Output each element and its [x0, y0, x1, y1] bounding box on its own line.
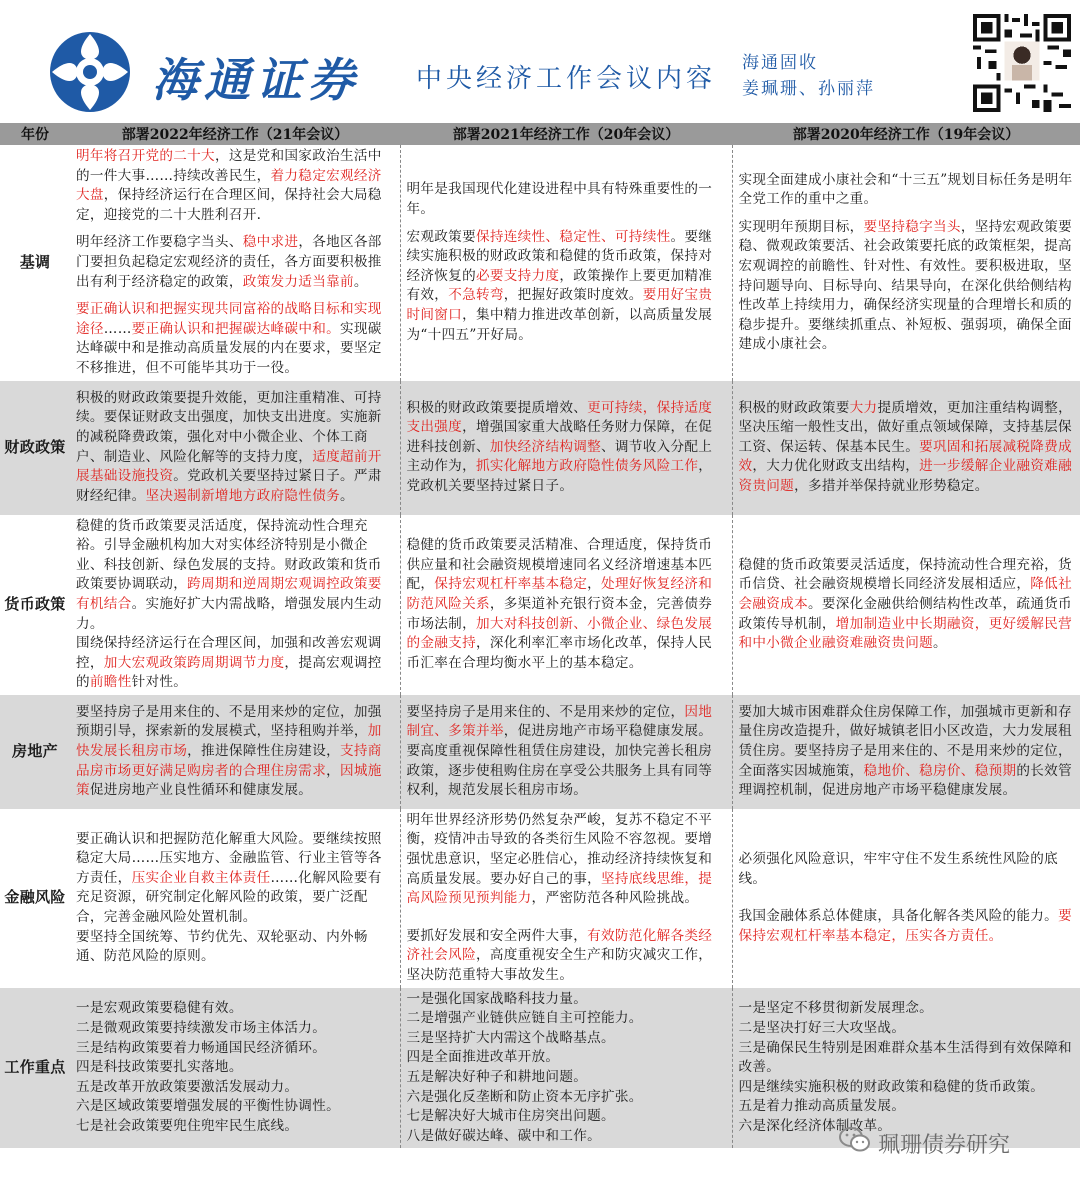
page-title: 中央经济工作会议内容 — [416, 64, 717, 94]
cell-paragraph — [76, 517, 394, 635]
body-text: 。党政机关要坚持过紧日子。严肃财经纪律。 — [76, 468, 382, 504]
table-cell — [400, 809, 732, 988]
highlighted-text: 稳地价、稳房价、稳预期 — [863, 762, 1017, 779]
body-text: 促进房地产业良性循环和健康发展。 — [89, 782, 313, 799]
body-text: 六是强化反垄断和防止资本无序扩张。 — [406, 1088, 643, 1105]
table-cell — [70, 515, 400, 695]
body-text: 五是着力推动高质量发展。 — [738, 1098, 906, 1115]
row-label: 货币政策 — [0, 515, 70, 695]
body-text: 明年是我国现代化建设进程中具有特殊重要性的一年。 — [406, 181, 713, 217]
body-text: 五是改革开放政策要激活发展动力。 — [76, 1078, 299, 1095]
body-text: 。 — [353, 273, 368, 290]
body-text: 我国金融体系总体健康，具备化解各类风险的能力。 — [738, 908, 1059, 925]
highlighted-text: 加大对科技创新、小微企业、绿色发展的金融支持 — [406, 615, 713, 652]
author-names: 姜珮珊、孙丽萍 — [742, 79, 875, 99]
cell-paragraph — [76, 300, 394, 378]
highlighted-text: 要坚持稳字当头 — [863, 218, 961, 235]
table-cell — [732, 695, 1080, 809]
cell-paragraph — [76, 1097, 394, 1117]
cell-paragraph — [739, 1078, 1075, 1098]
cell-paragraph — [76, 147, 394, 225]
body-text: ，政策操作上要更加精准有效， — [406, 267, 713, 304]
body-text: 围绕保持经济运行在合理区间，加强和改善宏观调控， — [76, 635, 382, 671]
body-text: 二是微观政策要持续激发市场主体活力。 — [76, 1020, 327, 1037]
source-label: 珮珊债券研究 — [878, 1133, 1011, 1158]
body-text: …… — [103, 320, 132, 337]
highlighted-text: 因地制宜、多策并举 — [406, 703, 713, 740]
highlighted-text: 更可持续，保持适度支出强度 — [406, 399, 713, 436]
body-text: 七是社会政策要兜住兜牢民生底线。 — [76, 1117, 299, 1134]
table-cell — [732, 809, 1080, 988]
table-cell — [732, 381, 1080, 515]
body-text: 稳健的货币政策要灵活适度，保持流动性合理充裕，货币信贷、社会融资规模增长同经济发展相适应， — [738, 556, 1072, 593]
body-text: 稳健的货币政策要灵活适度，保持流动性合理充裕。引导金融机构加大对实体经济特别是小微企业、科技创新、绿色发展的支持。财政政策和货币政策要协调联动， — [76, 517, 382, 593]
body-text: 。 — [339, 487, 354, 504]
table-cell — [400, 145, 732, 381]
table-row — [0, 145, 1080, 381]
highlighted-text: 要正确认识和把握实现共同富裕的战略目标和实现途径 — [76, 301, 382, 337]
body-text: ，高度重视安全生产和防灾减灾工作，坚决防范重特大事故发生。 — [406, 947, 713, 984]
body-text: 三是坚持扩大内需这个战略基点。 — [406, 1029, 615, 1046]
table-cell — [732, 515, 1080, 695]
body-text: ，保持经济运行在合理区间，保持社会大局稳定，迎接党的二十大胜利召开. — [76, 187, 382, 223]
highlighted-text: 必要支持力度 — [475, 267, 560, 284]
body-text: ， — [326, 762, 340, 779]
body-text: ，坚持宏观政策要稳、微观政策要活、社会政策要托底的政策框架，提高宏观调控的前瞻性、针对性、有效性。要积极进取，坚持问题导向、目标导向、结果导向，在深化供给侧结构性改革上持续用力，确保经济实现量的合理增长和质的稳步提升。要继续抓重点、补短板、强弱项，确保全面建成小康社会。 — [738, 218, 1072, 353]
cell-paragraph — [76, 703, 394, 801]
cell-paragraph — [739, 399, 1075, 497]
body-text: 要坚持全国统筹、节约优先、双轮驱动、内外畅通、防范风险的原则。 — [76, 928, 368, 965]
body-text: 要坚持房子是用来住的、不是用来炒的定位，加强预期引导，探索新的发展模式，坚持租购并举， — [76, 703, 382, 740]
body-text: 必须强化风险意识，牢牢守住不发生系统性风险的底线。 — [738, 851, 1059, 887]
highlighted-text: 有效防范化解各类经济社会风险 — [406, 927, 713, 964]
cell-paragraph — [76, 634, 394, 693]
highlighted-text: 要正确认识和把握碳达峰碳中和。 — [131, 320, 340, 337]
body-text: 五是解决好种子和耕地问题。 — [406, 1069, 588, 1085]
body-text: 实现全面建成小康社会和“十三五”规划目标任务是明年全党工作的重中之重。 — [738, 171, 1073, 208]
body-text: ，这是党和国家政治生活中的一件大事……持续改善民生， — [76, 148, 382, 184]
body-text: 要坚持房子是用来住的、不是用来炒的定位， — [406, 703, 685, 720]
table-cell — [70, 145, 400, 381]
table-row — [0, 809, 1080, 988]
cell-paragraph — [407, 703, 726, 801]
highlighted-text: 政策发力适当靠前 — [242, 273, 354, 290]
table-cell — [70, 988, 400, 1149]
cell-paragraph — [739, 1097, 1075, 1117]
body-text: ， — [587, 576, 602, 593]
highlighted-text: 前瞻性 — [89, 674, 132, 691]
highlighted-text: 压实企业自救主体责任 — [131, 869, 271, 886]
qr-code-icon — [972, 14, 1072, 112]
cell-paragraph — [407, 228, 726, 346]
body-text: 二是坚决打好三大攻坚战。 — [738, 1020, 906, 1037]
body-text: 。 — [933, 635, 947, 652]
cell-paragraph — [76, 1078, 394, 1098]
body-text: 三是确保民生特别是困难群众基本生活得到有效保障和改善。 — [738, 1039, 1072, 1076]
body-text: ，促进房地产市场平稳健康发展。要高度重视保障性租赁住房建设，加快完善长租房政策，逐步使租购住房在享受公共服务上具有同等权利，规范发展长租房市场。 — [406, 723, 713, 799]
highlighted-text: 支持商品房市场更好满足购房者的合理住房需求 — [76, 743, 382, 779]
cell-paragraph — [739, 907, 1075, 946]
table-row — [0, 695, 1080, 809]
body-text: ，大力优化财政支出结构， — [752, 458, 920, 475]
highlighted-text: 要用好宝贵时间窗口 — [406, 287, 713, 323]
wechat-icon — [838, 1126, 872, 1154]
body-text: ，严密防范各种风险挑战。 — [531, 890, 699, 907]
highlighted-text: 增加制造业中长期融资，更好缓解民营和中小微企业融资难融资贵问题 — [738, 615, 1072, 652]
highlighted-text: 加大宏观政策跨周期调节力度 — [103, 654, 285, 671]
report-header — [0, 0, 1080, 122]
body-text: 针对性。 — [131, 674, 188, 691]
body-text: 。要继续实施积极的财政政策和稳健的货币政策，保持对经济恢复的 — [406, 228, 713, 284]
highlighted-text: 因城施策 — [76, 762, 382, 799]
body-text: 七是解决好大城市住房突出问题。 — [406, 1108, 615, 1125]
table-body — [0, 145, 1080, 1148]
body-text: 八是做好碳达峰、碳中和工作。 — [406, 1127, 602, 1144]
body-text: 积极的财政政策要提升效能，更加注重精准、可持续。要保证财政支出强度，加快支出进度。实施新的减税降费政策，强化对中小微企业、个体工商户、制造业、风险化解等的支持力度， — [76, 389, 382, 465]
body-text: 明年经济工作要稳字当头、 — [76, 234, 243, 251]
cell-paragraph — [407, 1009, 726, 1029]
highlighted-text: 坚持底线思维，提高风险预见预判能力 — [406, 870, 713, 907]
highlighted-text: 不急转弯 — [448, 287, 504, 304]
cell-paragraph — [739, 999, 1075, 1019]
body-text: 六是深化经济体制改革。 — [738, 1117, 892, 1134]
row-label: 金融风险 — [0, 809, 70, 988]
body-text: 积极的财政政策要提质增效、 — [406, 399, 588, 416]
body-text: ，多渠道补充银行资本金，完善债券市场法制， — [406, 595, 713, 632]
body-text: 实现明年预期目标， — [738, 218, 864, 235]
table-cell — [400, 695, 732, 809]
highlighted-text: 着力稳定宏观经济大盘 — [76, 167, 382, 204]
table-row — [0, 515, 1080, 695]
cell-paragraph — [407, 536, 726, 673]
cell-paragraph — [76, 1117, 394, 1137]
body-text: ，多措并举保持就业形势稳定。 — [794, 477, 989, 494]
cell-paragraph — [407, 1107, 726, 1127]
column-header-2020: 部署2020年经济工作（19年会议） — [732, 123, 1080, 145]
highlighted-text: 跨周期和逆周期宏观调控政策要有机结合 — [76, 576, 382, 612]
table-cell — [70, 695, 400, 809]
comparison-table — [0, 123, 1080, 1148]
cell-paragraph — [76, 928, 394, 967]
body-text: 要正确认识和把握防范化解重大风险。要继续按照稳定大局……压实地方、金融监管、行业主管等各方责任， — [76, 830, 382, 886]
body-text: 、调节收入分配上主动作为， — [406, 438, 713, 475]
body-text: 要抓好发展和安全两件大事， — [406, 927, 588, 944]
column-header-2021: 部署2021年经济工作（20年会议） — [400, 123, 732, 145]
cell-paragraph — [76, 1019, 394, 1039]
cell-paragraph — [76, 830, 394, 928]
row-label: 基调 — [0, 145, 70, 381]
cell-paragraph — [76, 1058, 394, 1078]
highlighted-text: 要巩固和拓展减税降费成效 — [738, 438, 1072, 475]
cell-paragraph — [407, 399, 726, 497]
cell-paragraph — [76, 233, 394, 292]
highlighted-text: 大力 — [849, 399, 878, 416]
highlighted-text: 要保持宏观杠杆率基本稳定，压实各方责任。 — [738, 908, 1072, 944]
haitong-logo-icon — [48, 30, 132, 114]
cell-paragraph — [407, 811, 726, 909]
cell-paragraph — [407, 1068, 726, 1088]
body-text: 一是宏观政策要稳健有效。 — [76, 1000, 243, 1017]
highlighted-text: 降低社会融资成本 — [738, 576, 1072, 612]
body-text: ，各地区各部门要担负起稳定宏观经济的责任，各方面要积极推出有利于经济稳定的政策， — [76, 234, 382, 290]
body-text: 四是科技政策要扎实落地。 — [76, 1059, 243, 1076]
cell-paragraph — [407, 1048, 726, 1068]
body-text: 积极的财政政策要 — [738, 399, 850, 416]
author-block — [742, 50, 875, 102]
body-text: ，增强国家重大战略任务财力保障，在促进科技创新、 — [406, 419, 713, 455]
cell-paragraph — [739, 703, 1075, 801]
row-label: 工作重点 — [0, 988, 70, 1149]
brand-name: 海通证券 — [152, 53, 360, 107]
cell-paragraph — [407, 1088, 726, 1108]
highlighted-text: 适度超前开展基础设施投资 — [76, 448, 382, 485]
cell-paragraph — [407, 990, 726, 1010]
body-text: ……化解风险要有充足资源，研究制定化解风险的政策，要广泛配合，完善金融风险处置机制。 — [76, 869, 382, 926]
highlighted-text: 进一步缓解企业融资难融资贵问题 — [738, 458, 1072, 494]
body-text: 宏观政策要 — [406, 228, 476, 245]
highlighted-text: 抓实化解地方政府隐性债务风险工作 — [475, 458, 699, 475]
body-text: 四是继续实施积极的财政政策和稳健的货币政策。 — [738, 1078, 1045, 1095]
body-text: ，推进保障性住房建设， — [187, 743, 340, 760]
highlighted-text: 加快发展长租房市场 — [76, 723, 382, 760]
body-text: 实现碳达峰碳中和是推动高质量发展的内在要求，要坚定不移推进，但不可能毕其功于一役。 — [76, 320, 382, 376]
body-text: 一是坚定不移贯彻新发展理念。 — [738, 1000, 934, 1017]
body-text: ，提高宏观调控的 — [76, 654, 382, 691]
body-text: ，党政机关要坚持过紧日子。 — [406, 458, 713, 494]
cell-paragraph — [76, 1039, 394, 1059]
cell-paragraph — [739, 218, 1075, 355]
body-text: 六是区域政策要增强发展的平衡性协调性。 — [76, 1098, 340, 1115]
cell-paragraph — [739, 1039, 1075, 1078]
table-header-row — [0, 123, 1080, 145]
cell-paragraph — [76, 999, 394, 1019]
body-text: 要加大城市困难群众住房保障工作，加强城市更新和存量住房改造提升，做好城镇老旧小区改造，大力发展租赁住房。要坚持房子是用来住的、不是用来炒的定位，全面落实因城施策， — [738, 703, 1072, 779]
cell-paragraph — [76, 389, 394, 507]
body-text: 。要深化金融供给侧结构性改革，疏通货币政策传导机制， — [738, 595, 1072, 632]
cell-paragraph — [407, 1127, 726, 1147]
body-text: 一是强化国家战略科技力量。 — [406, 990, 588, 1007]
body-text: 明年世界经济形势仍然复杂严峻，复苏不稳定不平衡，疫情冲击导致的各类衍生风险不容忽视。要增强忧患意识，坚定必胜信心，推动经济持续恢复和高质量发展。要办好自己的事， — [406, 811, 713, 887]
cell-paragraph — [739, 850, 1075, 889]
table-cell — [732, 988, 1080, 1149]
cell-paragraph — [407, 927, 726, 986]
cell-paragraph — [407, 1029, 726, 1049]
highlighted-text: 保持宏观杠杆率基本稳定 — [434, 576, 588, 593]
table-cell — [732, 145, 1080, 381]
cell-paragraph — [739, 171, 1075, 210]
body-text: 稳健的货币政策要灵活精准、合理适度，保持货币供应量和社会融资规模增速同名义经济增速基本匹配， — [406, 537, 713, 593]
row-label: 财政政策 — [0, 381, 70, 515]
body-text: 提质增效，更加注重结构调整，坚决压缩一般性支出，做好重点领域保障，支持基层保工资、保运转、保基本民生。 — [738, 399, 1072, 455]
column-header-year: 年份 — [0, 123, 70, 145]
body-text: 四是全面推进改革开放。 — [406, 1049, 560, 1066]
column-header-2022: 部署2022年经济工作（21年会议） — [70, 123, 400, 145]
row-label: 房地产 — [0, 695, 70, 809]
table-cell — [70, 381, 400, 515]
table-cell — [400, 381, 732, 515]
highlighted-text: 明年将召开党的二十大 — [76, 148, 215, 164]
table-row — [0, 381, 1080, 515]
cell-paragraph — [739, 1019, 1075, 1039]
body-text: 。实施好扩大内需战略，增强发展内生动力。 — [76, 595, 382, 632]
highlighted-text: 处理好恢复经济和防范风险关系 — [406, 576, 713, 612]
table-cell — [400, 988, 732, 1149]
highlighted-text: 坚决遏制新增地方政府隐性债务 — [145, 487, 340, 504]
body-text: ，深化利率汇率市场化改革，保持人民币汇率在合理均衡水平上的基本稳定。 — [406, 635, 713, 671]
table-cell — [70, 809, 400, 988]
body-text: 的长效管理调控机制，促进房地产市场平稳健康发展。 — [738, 762, 1072, 799]
body-text: ，把握好政策时度效。 — [503, 287, 643, 304]
highlighted-text: 保持连续性、稳定性、可持续性 — [475, 228, 671, 245]
body-text: ，集中精力推进改革创新，以高质量发展为“十四五”开好局。 — [406, 306, 713, 343]
body-text: 二是增强产业链供应链自主可控能力。 — [406, 1010, 643, 1027]
body-text: 三是结构政策要着力畅通国民经济循环。 — [76, 1039, 327, 1056]
table-row — [0, 988, 1080, 1149]
highlighted-text: 加快经济结构调整 — [489, 438, 602, 455]
table-cell — [400, 515, 732, 695]
cell-paragraph — [739, 556, 1075, 654]
department-name: 海通固收 — [742, 53, 818, 73]
cell-paragraph — [407, 180, 726, 219]
highlighted-text: 稳中求进 — [242, 234, 299, 251]
